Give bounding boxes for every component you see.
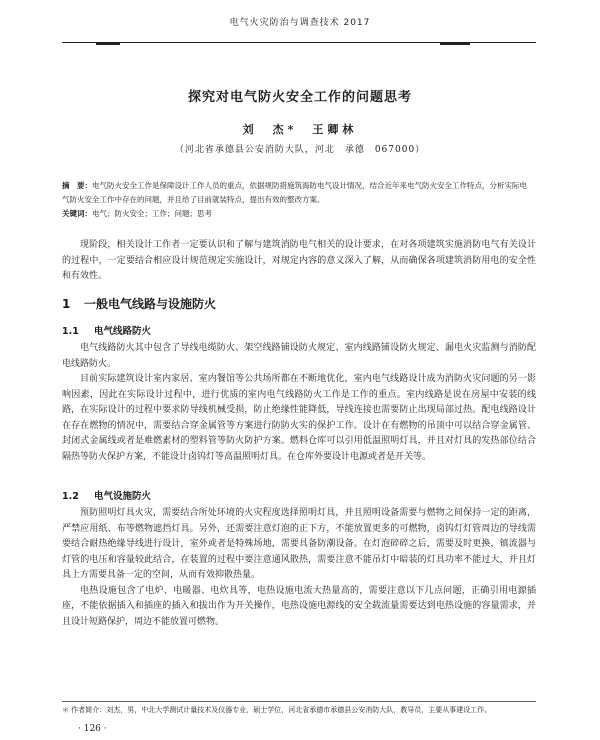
section-heading-1: 1 一般电气线路与设施防火: [62, 297, 217, 311]
header-rule-accent: [440, 43, 470, 45]
running-head: 电气火灾防治与调查技术 2017: [229, 18, 371, 28]
abstract-block: [62, 179, 532, 221]
section-heading-1-2: 1.2 电气设施防火: [62, 491, 152, 502]
paragraph: 电气线路防火其中包含了导线电缆防火、架空线路铺设防火规定、室内线路铺设防火规定、漏电火灾监测与消防配电线路防火。: [62, 343, 536, 369]
paragraph: 电热设施包含了电炉、电暖器、电炊具等，电热设施电流大热量高的，需要注意以下几点问题，正确引用电源插座，不能依据插入和插座的插入和拔出作为开关操作，电热设施电源线的安全载流量需要达到电热设施的容量需求，并且设计短路保护，周边不能放置可燃物。: [62, 585, 536, 627]
paragraph: 预防照明灯具火灾，需要结合所处环境的火灾程度选择照明灯具，并且照明设备需要与燃物之间保持一定的距离，严禁应用纸、布等燃物遮挡灯具。另外，还需要注意灯泡的正下方，不能放置更多的可燃物，卤钨灯灯管周边的导线需要结合耐热绝缘导线进行设计，室外或者是特殊场地，需要具备防潮设备。在灯泡碎碎之后，需要及时更换，镇流器与灯管的电压和容量较此结合，在装置的过程中要注意通风散热，需要注意不能吊灯中暗装的灯具功率不能过大，并且灯具上方需要具备一定的空间，从而有效抑散热量。: [62, 508, 536, 580]
header-rule-accent: [96, 43, 120, 45]
footnote-rule: [62, 701, 536, 702]
section-1-2-body: [62, 506, 536, 630]
page-number: · 126 ·: [78, 724, 107, 734]
authors: 刘 杰* 王卿林: [242, 123, 358, 136]
abstract-text: 电气防火安全工作是保障设计工作人员的重点，依据规防措施筑海防电气设计情况，结合近年来电气防火安全工作特点，分析实际电气防火安全工作中存在的问题，并且给了目前就装特点，提出有效的整改方案。: [62, 181, 527, 204]
keywords-label: 关键词：: [62, 209, 92, 218]
abstract-label: 摘 要：: [62, 181, 92, 190]
abstract: [62, 179, 532, 207]
intro-paragraph: 现阶段，相关设计工作者一定要认识和了解与建筑消防电气相关的设计要求，在对各项建筑实施消防电气有关设计的过程中，一定要结合相应设计规范规定实施设计，对规定内容的意义深入了解，从而确保各项建筑消防用电的安全性和有效性。: [62, 240, 536, 281]
affiliation: （河北省承德县公安消防大队，河北 承德 067000）: [174, 145, 426, 155]
author-footnote: ＊ 作者简介：刘杰，男，中北大学测试计量技术及仪器专业，硕士学位，河北省承德市承德县公安消防大队，教导员，主要从事建设工作。: [62, 706, 492, 714]
keywords-text: 电气；防火安全；工作；问题；思考: [92, 209, 212, 218]
paragraph: 目前实际建筑设计室内家居、室内餐馆等公共场所都在不断地优化，室内电气线路设计成为消防火灾问题的另一影响因素，因此在实际设计过程中，进行优质的室内电气线路防火工作是工作的重点。室内线路是说在房屋中安装的线路，在实际设计的过程中要求防导线机械受损，防止绝缘性能降低，导线连接也需要防止出现局部过热。配电线路设计在存在燃物的情况中，需要结合穿金属管等方案进行防防火实的保护工作。设计在有燃物的吊顶中可以结合穿金属管、封闭式金属线或者是难燃素材的塑料管等防火防护方案。燃料仓库可以引用低温照明灯具，并且对灯具的发热部位结合隔热等防火保护方案，不能设计卤钨灯等高温照明灯具。在仓库外要设计电源或者是开关等。: [62, 374, 536, 462]
paper-title: 探究对电气防火安全工作的问题思考: [187, 90, 412, 105]
section-heading-1-1: 1.1 电气线路防火: [62, 326, 152, 337]
keywords: [62, 207, 532, 221]
section-1-1-body: [62, 341, 536, 465]
